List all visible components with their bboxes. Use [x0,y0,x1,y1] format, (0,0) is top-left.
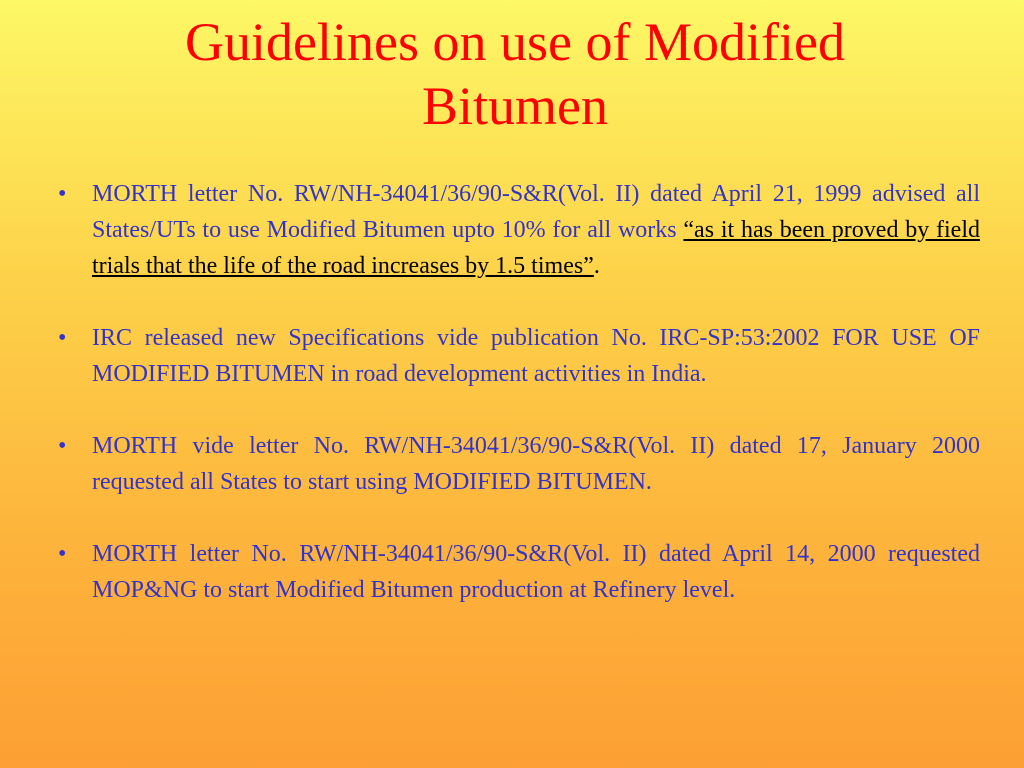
bullet-text: MORTH letter No. RW/NH-34041/36/90-S&R(Vol. II) dated April 14, 2000 requested MOP&NG to start Modified Bitumen production at Refinery level. [92,541,980,603]
bullet-quote: “as it has been proved by field trials that the life of the road increases by 1.5 times” [92,217,980,279]
slide-title: Guidelines on use of Modified Bitumen [185,12,845,136]
bullet-marker: • [58,181,67,207]
bullet-text: MORTH letter No. RW/NH-34041/36/90-S&R(Vol. II) dated April 21, 1999 advised all States/UTs to use Modified Bitumen upto 10% for all works [92,181,980,243]
bullet-item-3 [52,428,980,500]
bullet-marker: • [58,433,67,459]
bullet-item-4 [52,536,980,608]
bullet-marker: • [58,541,67,567]
bullet-text: MORTH vide letter No. RW/NH-34041/36/90-S&R(Vol. II) dated 17, January 2000 requested all States to start using MODIFIED BITUMEN. [92,433,980,495]
bullet-item-2 [52,320,980,392]
bullet-list [52,176,980,644]
bullet-end: . [593,253,600,279]
bullet-item-1 [52,176,980,284]
bullet-marker: • [58,325,67,351]
bullet-text: IRC released new Specifications vide publication No. IRC-SP:53:2002 FOR USE OF MODIFIED BITUMEN in road development activities in India. [92,325,980,387]
